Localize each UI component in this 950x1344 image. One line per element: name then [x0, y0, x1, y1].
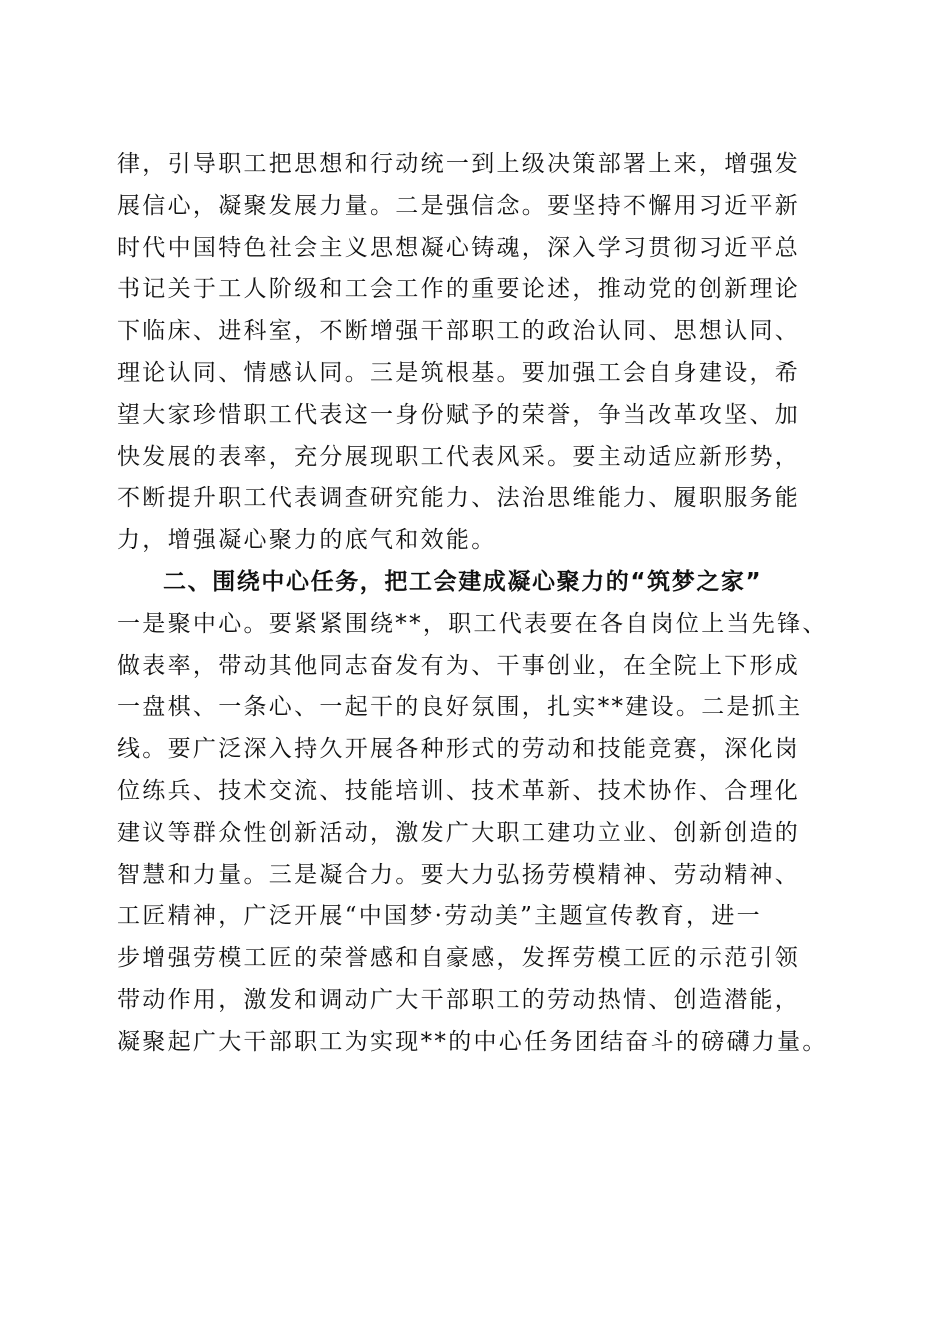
paragraph-line: 一盘棋、一条心、一起干的良好氛围，扎实**建设。二是抓主 [117, 694, 803, 721]
paragraph-line: 力，增强凝心聚力的底气和效能。 [117, 527, 497, 554]
paragraph-line: 工匠精神，广泛开展“中国梦·劳动美”主题宣传教育，进一 [117, 903, 762, 930]
paragraph-line: 不断提升职工代表调查研究能力、法治思维能力、履职服务能 [117, 485, 801, 512]
paragraph-line: 下临床、进科室，不断增强干部职工的政治认同、思想认同、 [117, 318, 801, 345]
paragraph-line: 一是聚中心。要紧紧围绕**，职工代表要在各自岗位上当先锋、 [117, 610, 828, 637]
paragraph-line: 线。要广泛深入持久开展各种形式的劳动和技能竞赛，深化岗 [117, 736, 801, 763]
document-body [117, 144, 837, 1064]
paragraph-line: 律，引导职工把思想和行动统一到上级决策部署上来，增强发 [117, 151, 801, 177]
paragraph-line: 理论认同、情感认同。三是筑根基。要加强工会自身建设，希 [117, 359, 801, 386]
paragraph-line: 望大家珍惜职工代表这一身份赋予的荣誉，争当改革攻坚、加 [117, 401, 801, 428]
section-heading: 二、围绕中心任务，把工会建成凝心聚力的“筑梦之家” [163, 568, 763, 595]
paragraph-line: 带动作用，激发和调动广大干部职工的劳动热情、创造潜能， [117, 986, 801, 1013]
paragraph-line: 做表率，带动其他同志奋发有为、干事创业，在全院上下形成 [117, 652, 801, 679]
paragraph-line: 位练兵、技术交流、技能培训、技术革新、技术协作、合理化 [117, 777, 801, 804]
paragraph-line: 步增强劳模工匠的荣誉感和自豪感，发挥劳模工匠的示范引领 [117, 945, 801, 972]
paragraph-line: 凝聚起广大干部职工为实现**的中心任务团结奋斗的磅礴力量。 [117, 1028, 828, 1055]
paragraph-line: 时代中国特色社会主义思想凝心铸魂，深入学习贯彻习近平总 [117, 234, 801, 261]
paragraph-line: 智慧和力量。三是凝合力。要大力弘扬劳模精神、劳动精神、 [117, 861, 801, 888]
paragraph-line: 建议等群众性创新活动，激发广大职工建功立业、创新创造的 [117, 819, 801, 846]
paragraph-line: 快发展的表率，充分展现职工代表风采。要主动适应新形势， [117, 443, 801, 470]
paragraph-line: 展信心，凝聚发展力量。二是强信念。要坚持不懈用习近平新 [117, 192, 801, 219]
paragraph-line: 书记关于工人阶级和工会工作的重要论述，推动党的创新理论 [117, 276, 801, 303]
